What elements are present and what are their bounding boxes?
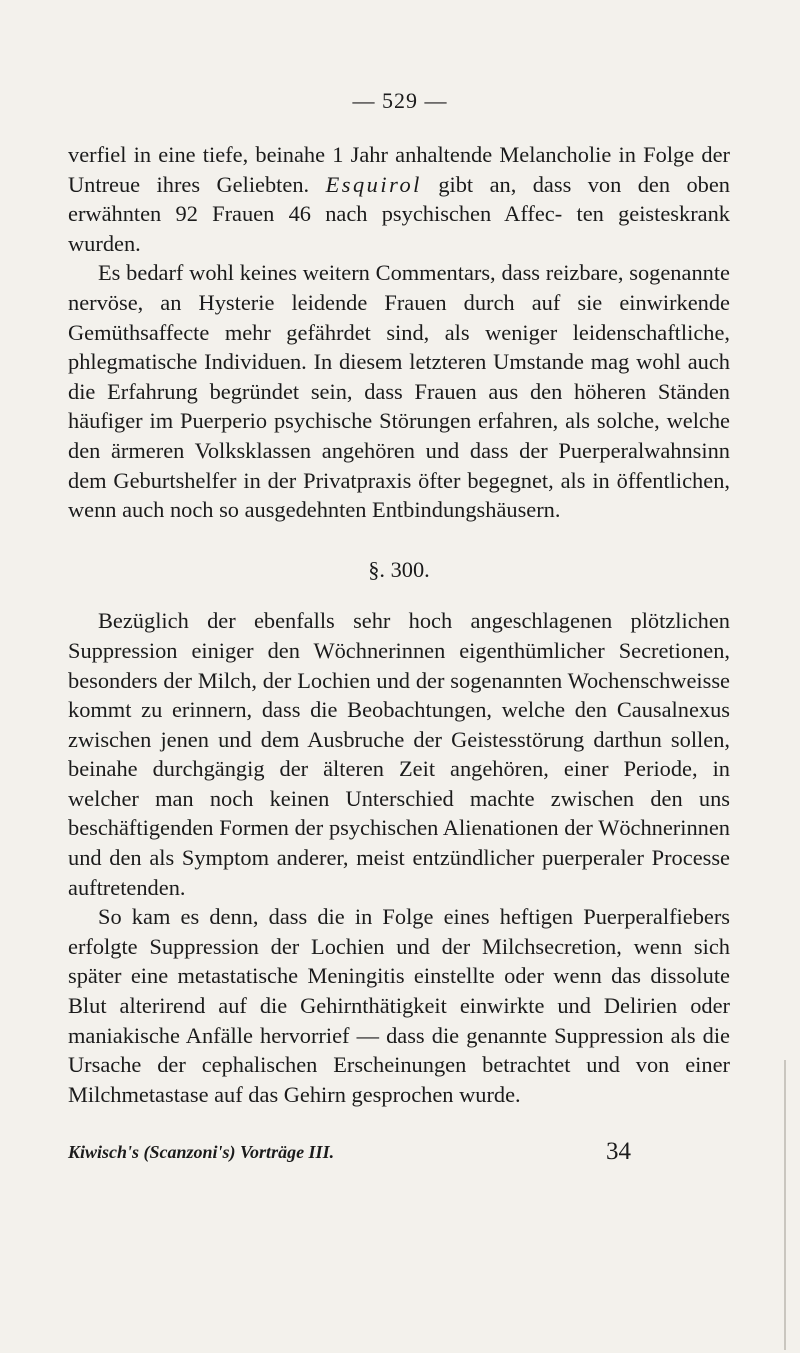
body-text	[68, 140, 730, 1109]
paragraph-1-line-1: verfiel in eine tiefe, beinahe 1 Jahr anhaltende Melancholie in	[68, 142, 636, 167]
sheet-number: 34	[606, 1138, 631, 1165]
page-number: — 529 —	[352, 88, 448, 113]
paragraph-1-line-3: gibt an, dass von den oben erwähnten 92 Frauen 46 nach psychischen Affec-	[68, 171, 730, 227]
author-name-esquirol: Esquirol	[325, 171, 422, 197]
paragraph-3: Bezüglich der ebenfalls sehr hoch angeschlagenen plötzlichen Suppression einiger den Wöchnerinnen eigenthümlicher Secretionen, besonders der Milch, der Lochien und der sogenannten Wochenschweisse kommt zu erinnern, dass die Beobachtungen, welche den Causalnexus zwischen jenen und dem Ausbruche der Geistesstörung darthun sollen, beinahe durchgängig der älteren Zeit angehören, einer Periode, in welcher man noch keinen Unterschied machte zwischen den uns beschäftigenden Formen der psychischen Alienationen der Wöchnerinnen und den als Symptom anderer, meist entzündlicher puerperaler Processe auftretenden.	[68, 608, 730, 900]
section-heading: §. 300.	[368, 556, 430, 582]
paragraph-4: So kam es denn, dass die in Folge eines heftigen Puerperalfiebers erfolgte Suppression der Lochien und der Milchsecretion, wenn sich später eine metastatische Meningitis einstellte oder wenn das dissolute Blut alterirend auf die Gehirnthätigkeit einwirkte und Delirien oder maniakische Anfälle hervorrief — dass die genannte Suppression als die Ursache der cephalischen Erscheinungen betrachtet und von einer Milchmetastase auf das Gehirn gesprochen wurde.	[68, 904, 730, 1107]
page-edge-shadow	[784, 1060, 786, 1350]
printer-signature: Kiwisch's (Scanzoni's) Vorträge III.	[68, 1142, 335, 1162]
paragraph-2: Es bedarf wohl keines weitern Commentars, dass reizbare, sogenannte nervöse, an Hysterie leidende Frauen durch auf sie einwirkende Gemüthsaffecte mehr gefährdet sind, als weniger leidenschaftliche, phlegmatische Individuen. In diesem letzteren Umstande mag wohl auch die Erfahrung begründet sein, dass Frauen aus den höheren Ständen häufiger im Puerperio psychische Störungen erfahren, als solche, welche den ärmeren Volksklassen angehören und dass der Puerperalwahnsinn dem Geburtshelfer in der Privatpraxis öfter begegnet, als in öffentlichen, wenn auch noch so ausgedehnten Entbindungshäusern.	[68, 260, 730, 523]
paragraph-1-line-4: ten geisteskrank wurden.	[68, 201, 730, 256]
paragraph-1	[68, 140, 730, 258]
page-footer	[68, 1138, 730, 1170]
paragraph-1-line-2: Folge der Untreue ihres Geliebten.	[68, 142, 730, 197]
